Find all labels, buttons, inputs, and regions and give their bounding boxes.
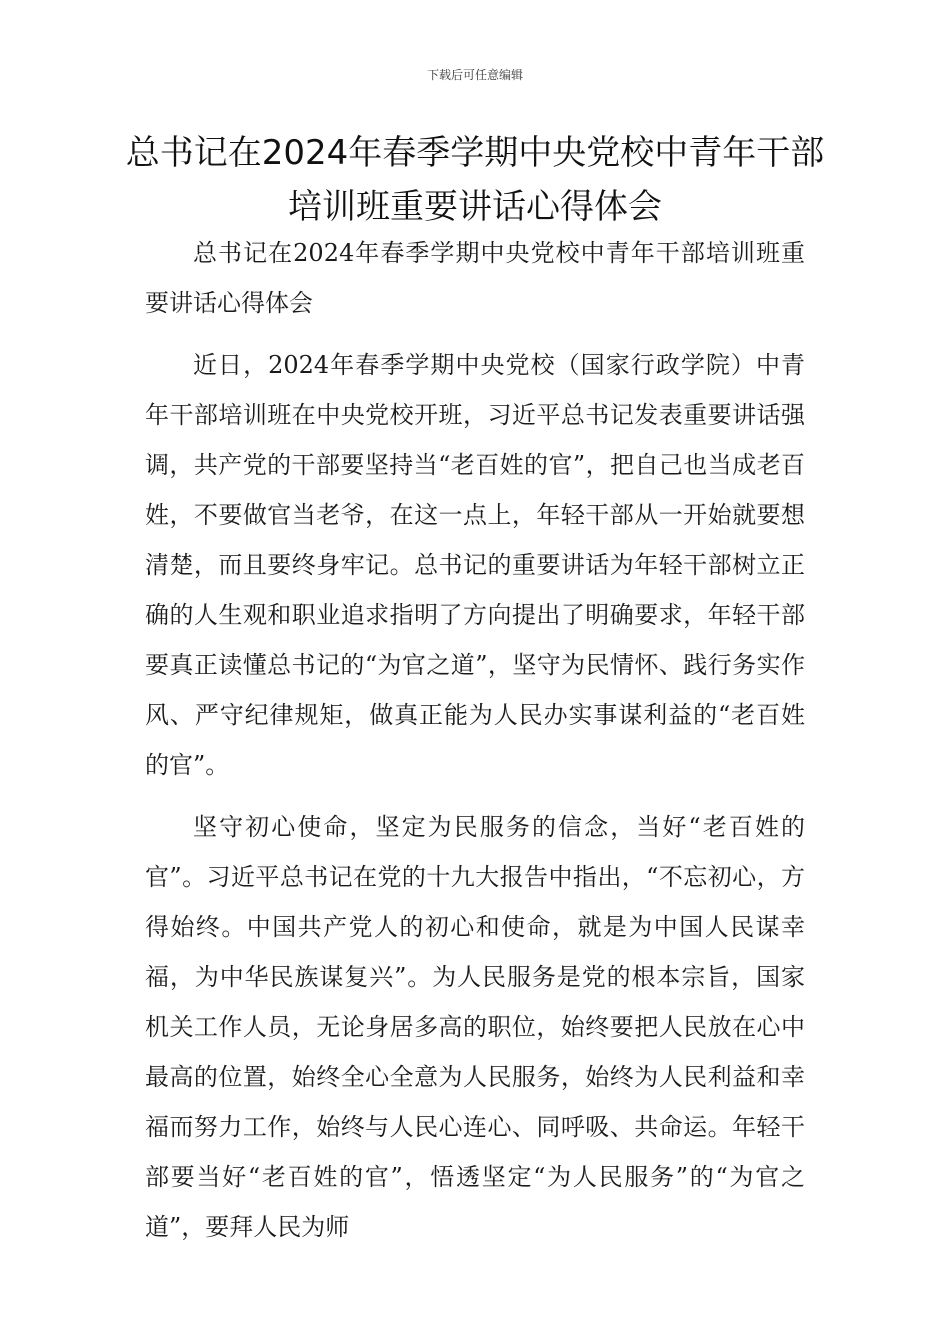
document-body xyxy=(145,228,805,1252)
header-note: 下载后可任意编辑 xyxy=(426,68,523,82)
paragraph-subtitle: 总书记在2024年春季学期中央党校中青年干部培训班重要讲话心得体会 xyxy=(145,239,805,317)
paragraph-intro: 近日，2024年春季学期中央党校（国家行政学院）中青年干部培训班在中央党校开班，习近平总书记发表重要讲话强调，共产党的干部要坚持当“老百姓的官”，把自己也当成老百姓，不要做官当老爷，在这一点上，年轻干部从一开始就要想清楚，而且要终身牢记。总书记的重要讲话为年轻干部树立正确的人生观和职业追求指明了方向提出了明确要求，年轻干部要真正读懂总书记的“为官之道”，坚守为民情怀、践行务实作风、严守纪律规矩，做真正能为人民办实事谋利益的“老百姓的官”。 xyxy=(145,351,805,779)
document-title: 总书记在2024年春季学期中央党校中青年干部培训班重要讲话心得体会 xyxy=(125,133,825,227)
paragraph-section-1: 坚守初心使命，坚定为民服务的信念，当好“老百姓的官”。习近平总书记在党的十九大报告中指出，“不忘初心，方得始终。中国共产党人的初心和使命，就是为中国人民谋幸福，为中华民族谋复兴”。为人民服务是党的根本宗旨，国家机关工作人员，无论身居多高的职位，始终要把人民放在心中最高的位置，始终全心全意为人民服务，始终为人民利益和幸福而努力工作，始终与人民心连心、同呼吸、共命运。年轻干部要当好“老百姓的官”，悟透坚定“为人民服务”的“为官之道”，要拜人民为师 xyxy=(145,813,805,1241)
